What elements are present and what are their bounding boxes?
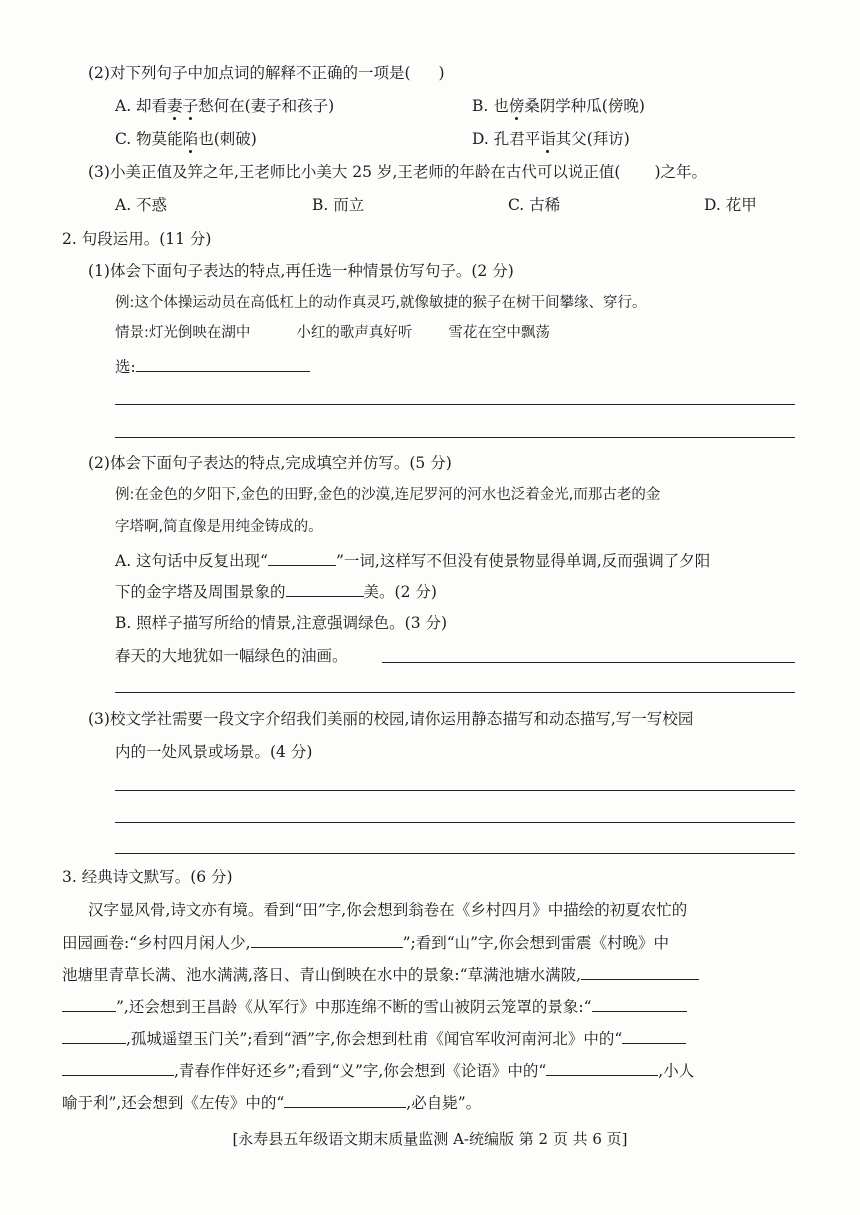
- poem-blank[interactable]: [62, 1027, 126, 1044]
- q2-sub1-example: 例:这个体操运动员在高低杠上的动作真灵巧,就像敏捷的猴子在树干间攀缘、穿行。: [115, 295, 647, 311]
- q2-sub2-a-line1: A. 这句话中反复出现“ ”一词,这样写不但没有使景物显得单调,反而强调了夕阳: [115, 549, 710, 572]
- poem-blank[interactable]: [592, 995, 687, 1012]
- q1-sub3-option-b: B. 而立: [312, 196, 365, 214]
- q1-sub3-stem: (3)小美正值及笄之年,王老师比小美大 25 岁,王老师的年龄在古代可以说正值( )之年。: [88, 163, 707, 181]
- poem-blank[interactable]: [284, 1091, 406, 1108]
- q2-sub1-scenes: 情景:灯光倒映在湖中 小红的歌声真好听 雪花在空中飘荡: [115, 325, 550, 341]
- word-blank[interactable]: [268, 549, 336, 566]
- dotted-word: 陷: [182, 130, 199, 148]
- poem-blank[interactable]: [622, 1027, 686, 1044]
- q1-sub2-option-a: A. 却看妻子愁何在(妻子和孩子): [115, 97, 335, 115]
- q1-sub2-option-b: B. 也傍桑阴学种瓜(傍晚): [472, 97, 645, 115]
- word-blank[interactable]: [286, 580, 364, 597]
- answer-line[interactable]: [115, 692, 795, 693]
- q3-title: 3. 经典诗文默写。(6 分): [62, 868, 233, 886]
- answer-line[interactable]: [115, 404, 795, 405]
- q2-sub1-stem: (1)体会下面句子表达的特点,再任选一种情景仿写句子。(2 分): [88, 262, 514, 280]
- scene-3: 雪花在空中飘荡: [448, 325, 550, 341]
- dotted-word: 子: [182, 97, 199, 115]
- q2-sub2-b-stem: B. 照样子描写所给的情景,注意强调绿色。(3 分): [115, 614, 448, 632]
- q2-sub2-example-line2: 字塔啊,简直像是用纯金铸成的。: [115, 519, 323, 535]
- poem-blank[interactable]: [581, 963, 699, 980]
- scene-1: 灯光倒映在湖中: [148, 325, 251, 341]
- q2-sub1-choose: 选:: [115, 355, 310, 378]
- scene-2: 小红的歌声真好听: [296, 325, 413, 341]
- q3-line1: 汉字显风骨,诗文亦有境。看到“田”字,你会想到翁卷在《乡村四月》中描绘的初夏农忙的: [88, 901, 688, 919]
- q1-sub2-stem: (2)对下列句子中加点词的解释不正确的一项是( ): [88, 64, 445, 82]
- poem-blank[interactable]: [62, 1059, 174, 1076]
- q1-sub3-option-a: A. 不惑: [115, 196, 168, 214]
- q2-sub2-stem: (2)体会下面句子表达的特点,完成填空并仿写。(5 分): [88, 454, 452, 472]
- dotted-word: 诣: [540, 130, 556, 148]
- q3-line3: 池塘里青草长满、池水满满,落日、青山倒映在水中的景象:“草满池塘水满陂,: [62, 963, 699, 986]
- q2-sub2-a-line2: 下的金字塔及周围景象的 美。(2 分): [115, 580, 437, 603]
- q2-sub2-b-start: 春天的大地犹如一幅绿色的油画。: [115, 647, 348, 665]
- q3-line2: 田园画卷:“乡村四月闲人少, ”;看到“山”字,你会想到雷震《村晚》中: [62, 931, 669, 954]
- dotted-word: 妻: [167, 97, 183, 115]
- dotted-word: 傍: [508, 97, 525, 115]
- poem-blank[interactable]: [62, 995, 116, 1012]
- q3-line6: ,青春作伴好还乡”;看到“义”字,你会想到《论语》中的“ ,小人: [62, 1059, 694, 1082]
- answer-line[interactable]: [115, 822, 795, 823]
- poem-blank[interactable]: [251, 931, 403, 948]
- q3-line7: 喻于利”,还会想到《左传》中的“ ,必自毙”。: [62, 1091, 481, 1114]
- q2-sub3-line2: 内的一处风景或场景。(4 分): [115, 743, 313, 761]
- q1-sub2-option-d: D. 孔君平诣其父(拜访): [472, 130, 630, 148]
- q2-sub2-example-line1: 例:在金色的夕阳下,金色的田野,金色的沙漠,连尼罗河的河水也泛着金光,而那古老的金: [115, 487, 661, 503]
- q2-sub3-line1: (3)校文学社需要一段文字介绍我们美丽的校园,请你运用静态描写和动态描写,写一写校园: [88, 710, 694, 728]
- q1-sub3-option-d: D. 花甲: [704, 196, 757, 214]
- answer-line[interactable]: [382, 662, 795, 663]
- answer-line[interactable]: [115, 437, 795, 438]
- answer-line[interactable]: [115, 790, 795, 791]
- q1-sub2-option-c: C. 物莫能陷也(刺破): [115, 130, 257, 148]
- page-footer: [永寿县五年级语文期末质量监测 A-统编版 第 2 页 共 6 页]: [232, 1130, 628, 1148]
- q1-sub3-option-c: C. 古稀: [508, 196, 561, 214]
- q3-line4: ”,还会想到王昌龄《从军行》中那连绵不断的雪山被阴云笼罩的景象:“: [62, 995, 687, 1018]
- answer-line[interactable]: [115, 853, 795, 854]
- q3-line5: ,孤城遥望玉门关”;看到“酒”字,你会想到杜甫《闻官军收河南河北》中的“: [62, 1027, 686, 1050]
- choose-blank[interactable]: [136, 355, 310, 372]
- poem-blank[interactable]: [546, 1059, 658, 1076]
- q2-title: 2. 句段运用。(11 分): [62, 230, 212, 248]
